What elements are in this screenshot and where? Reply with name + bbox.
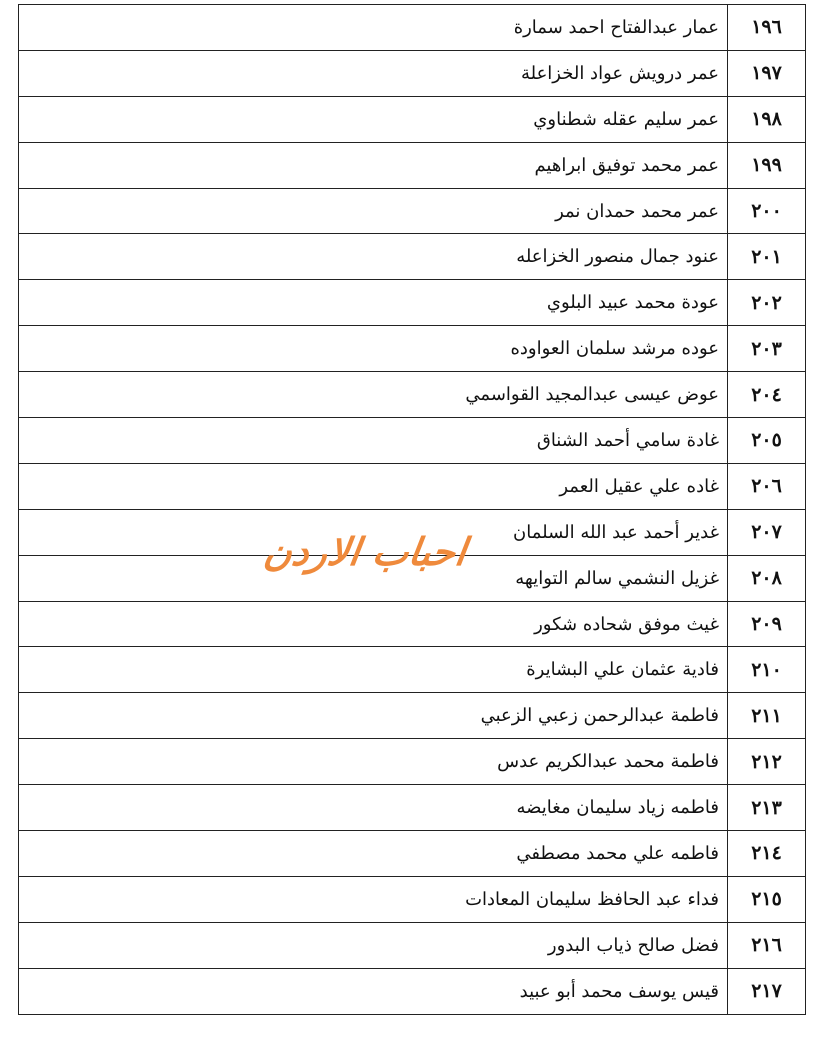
row-number: ١٩٦ (728, 5, 806, 51)
row-name: فاطمة محمد عبدالكريم عدس (19, 739, 728, 785)
row-number: ١٩٩ (728, 142, 806, 188)
row-number: ٢١٢ (728, 739, 806, 785)
row-name: غزيل النشمي سالم التوايهه (19, 555, 728, 601)
row-number: ٢١١ (728, 693, 806, 739)
names-table (18, 4, 806, 1015)
row-number: ٢٠٧ (728, 509, 806, 555)
row-name: فاطمه علي محمد مصطفي (19, 831, 728, 877)
row-number: ٢٠٣ (728, 326, 806, 372)
row-name: عودة محمد عبيد البلوي (19, 280, 728, 326)
row-name: عوده مرشد سلمان العواوده (19, 326, 728, 372)
table-row (19, 739, 806, 785)
row-number: ٢١٤ (728, 831, 806, 877)
table-row (19, 922, 806, 968)
table-row (19, 463, 806, 509)
table-row (19, 418, 806, 464)
row-number: ٢١٠ (728, 647, 806, 693)
watermark-text: احباب الاردن (261, 530, 469, 574)
table-row (19, 693, 806, 739)
table-row (19, 647, 806, 693)
table-row (19, 5, 806, 51)
row-number: ٢٠٨ (728, 555, 806, 601)
row-name: غاده علي عقيل العمر (19, 463, 728, 509)
row-number: ٢٠٦ (728, 463, 806, 509)
row-name: غادة سامي أحمد الشناق (19, 418, 728, 464)
row-name: فادية عثمان علي البشايرة (19, 647, 728, 693)
row-name: فاطمه زياد سليمان مغايضه (19, 785, 728, 831)
table-row (19, 509, 806, 555)
row-number: ٢٠٩ (728, 601, 806, 647)
row-name: عمار عبدالفتاح احمد سمارة (19, 5, 728, 51)
row-number: ٢٠٥ (728, 418, 806, 464)
row-number: ٢٠٢ (728, 280, 806, 326)
row-number: ٢٠٤ (728, 372, 806, 418)
table-row (19, 142, 806, 188)
table-row (19, 555, 806, 601)
row-name: فداء عبد الحافظ سليمان المعادات (19, 876, 728, 922)
row-number: ٢١٥ (728, 876, 806, 922)
table-row (19, 280, 806, 326)
row-name: عمر سليم عقله شطناوي (19, 96, 728, 142)
row-name: عنود جمال منصور الخزاعله (19, 234, 728, 280)
table-row (19, 968, 806, 1014)
table-row (19, 326, 806, 372)
names-table-body (19, 5, 806, 1015)
table-row (19, 96, 806, 142)
table-row (19, 372, 806, 418)
row-number: ٢١٣ (728, 785, 806, 831)
row-number: ٢٠٠ (728, 188, 806, 234)
row-name: عوض عيسى عبدالمجيد القواسمي (19, 372, 728, 418)
table-row (19, 876, 806, 922)
row-number: ١٩٨ (728, 96, 806, 142)
row-number: ٢٠١ (728, 234, 806, 280)
row-name: غيث موفق شحاده شكور (19, 601, 728, 647)
table-row (19, 50, 806, 96)
row-name: عمر محمد حمدان نمر (19, 188, 728, 234)
row-number: ١٩٧ (728, 50, 806, 96)
row-name: قيس يوسف محمد أبو عبيد (19, 968, 728, 1014)
row-name: عمر محمد توفيق ابراهيم (19, 142, 728, 188)
row-number: ٢١٦ (728, 922, 806, 968)
table-row (19, 831, 806, 877)
row-name: فاطمة عبدالرحمن زعبي الزعبي (19, 693, 728, 739)
table-row (19, 601, 806, 647)
table-row (19, 785, 806, 831)
table-row (19, 188, 806, 234)
table-row (19, 234, 806, 280)
row-name: فضل صالح ذياب البدور (19, 922, 728, 968)
row-name: عمر درويش عواد الخزاعلة (19, 50, 728, 96)
row-name: غدير أحمد عبد الله السلمان (19, 509, 728, 555)
row-number: ٢١٧ (728, 968, 806, 1014)
